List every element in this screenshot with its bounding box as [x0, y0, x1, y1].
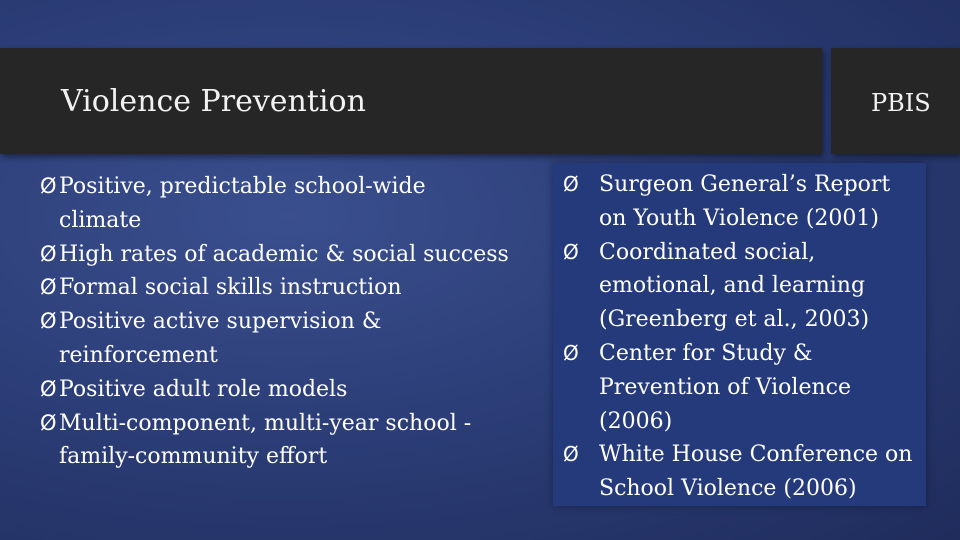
list-item-text: Multi-component, multi-year school -family-community effort: [59, 410, 472, 470]
arrow-bullet-icon: Ø: [563, 340, 579, 365]
slide-title: Violence Prevention: [61, 84, 366, 119]
list-item: [40, 305, 510, 373]
arrow-bullet-icon: Ø: [563, 239, 579, 264]
right-bullet-list: [563, 168, 923, 506]
arrow-bullet-icon: Ø: [40, 241, 57, 266]
list-item-text: Positive adult role models: [59, 376, 348, 402]
list-item-text: Surgeon General’s Report on Youth Violence (2001): [599, 172, 891, 231]
list-item: [40, 373, 510, 407]
arrow-bullet-icon: Ø: [40, 309, 57, 334]
arrow-bullet-icon: Ø: [563, 172, 579, 196]
arrow-bullet-icon: Ø: [40, 410, 57, 435]
list-item: [40, 170, 510, 238]
list-item-text: Center for Study & Prevention of Violence (2006): [599, 340, 851, 434]
list-item: [563, 438, 923, 506]
arrow-bullet-icon: Ø: [40, 376, 57, 401]
list-item: [563, 168, 923, 236]
list-item: [40, 407, 510, 475]
arrow-bullet-icon: Ø: [563, 442, 579, 467]
list-item-text: White House Conference on School Violence (2006): [599, 442, 913, 502]
list-item: [563, 236, 923, 337]
list-item-text: High rates of academic & social success: [59, 241, 509, 267]
left-bullet-list: [40, 170, 510, 474]
list-item: [40, 238, 510, 272]
list-item: [563, 337, 923, 438]
list-item: [40, 271, 510, 305]
list-item-text: Positive active supervision & reinforcement: [59, 309, 382, 368]
right-heading: PBIS: [871, 89, 931, 117]
list-item-text: Positive, predictable school-wide climate: [59, 174, 426, 233]
list-item-text: Formal social skills instruction: [59, 275, 402, 301]
arrow-bullet-icon: Ø: [40, 275, 57, 300]
arrow-bullet-icon: Ø: [40, 174, 57, 198]
list-item-text: Coordinated social, emotional, and learning (Greenberg et al., 2003): [599, 239, 870, 333]
